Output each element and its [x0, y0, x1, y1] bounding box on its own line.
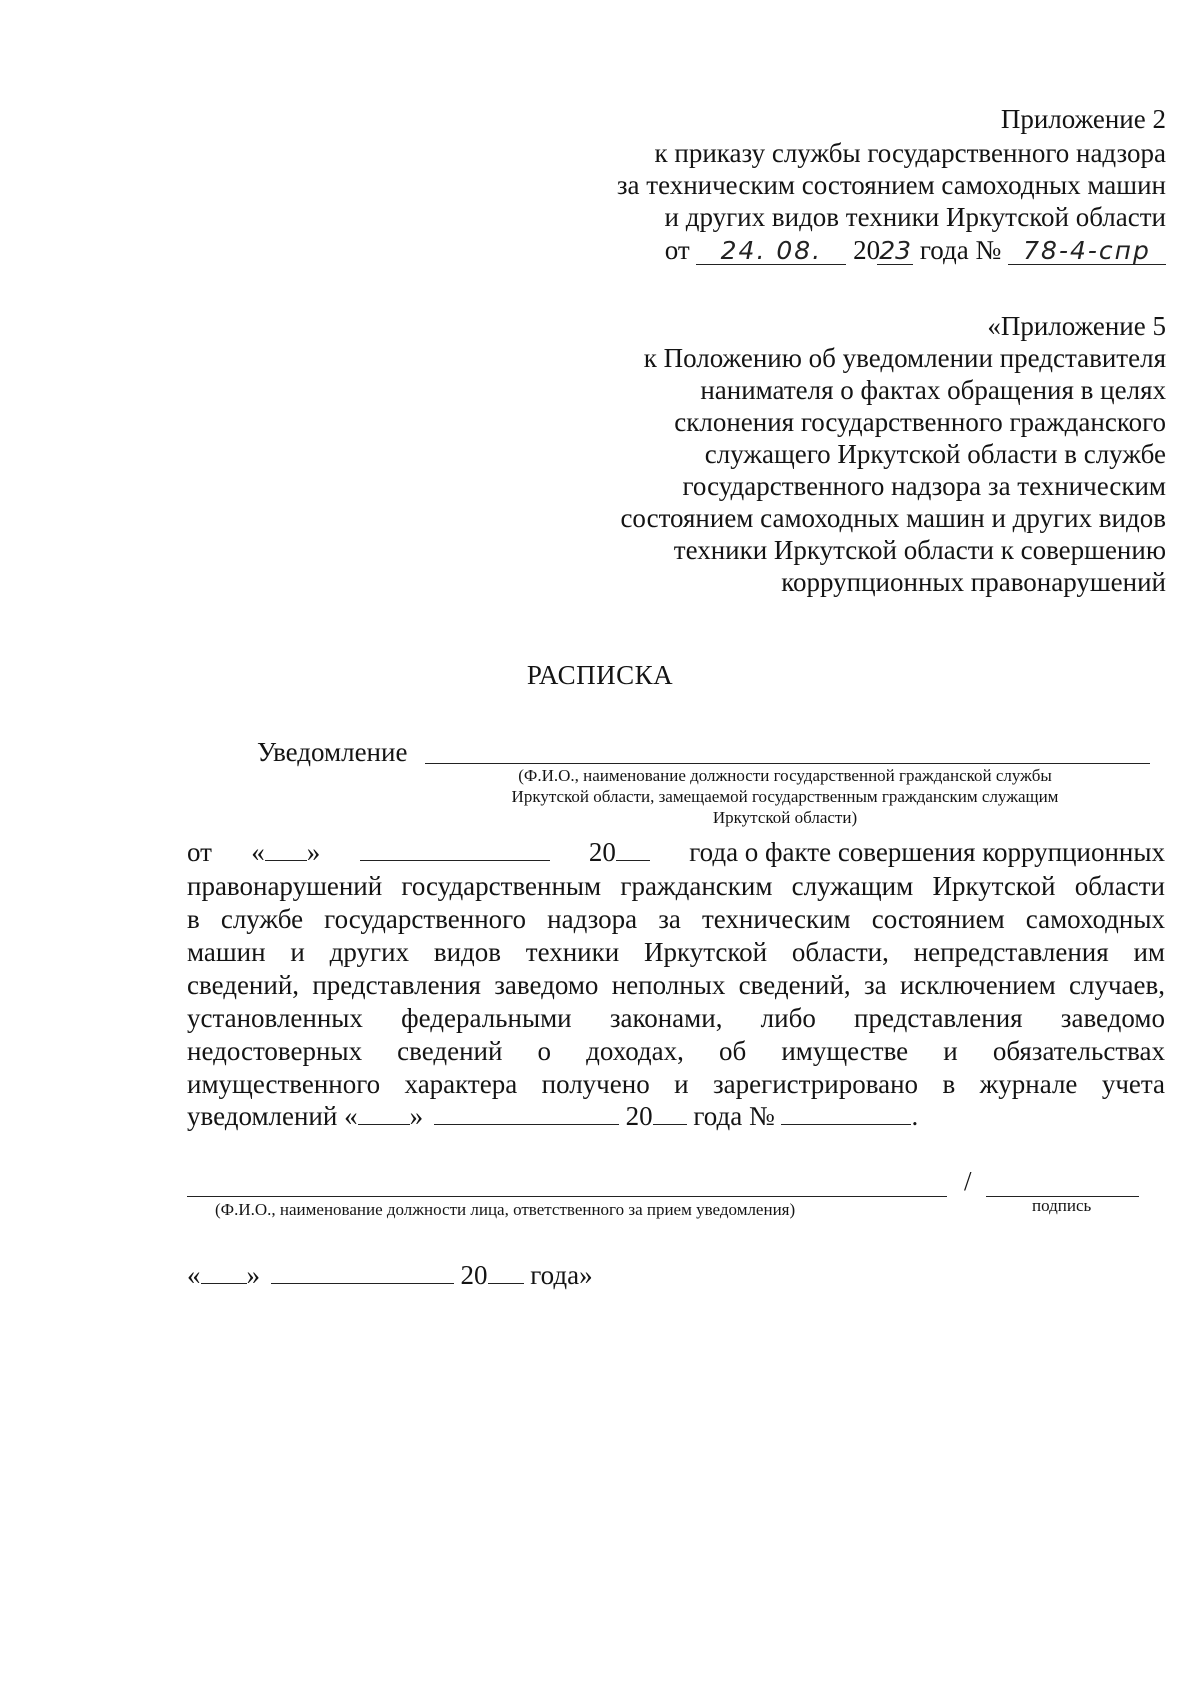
order-year-value: 23: [879, 236, 912, 265]
registration-day-close-quote: »: [409, 1101, 424, 1131]
body-ot: от: [187, 837, 212, 867]
order-date-line: [617, 234, 1166, 266]
order-year-prefix: 20: [853, 235, 881, 265]
body-line-5: сведений, представления заведомо неполных сведений, за исключением случаев,: [187, 970, 1165, 1000]
body-month-blank: [360, 838, 550, 861]
body-line-6: установленных федеральными законами, либо представления заведомо: [187, 1003, 1165, 1033]
order-appendix-line-3: и других видов техники Иркутской области: [664, 202, 1166, 232]
order-number-value: 78-4-спр: [1023, 236, 1151, 265]
order-date-prefix: от: [664, 235, 690, 265]
order-year-field: [877, 237, 913, 265]
regulation-appendix-line-4: служащего Иркутской области в службе: [704, 439, 1166, 469]
body-line-7: недостоверных сведений о доходах, об имуществе и обязательствах: [187, 1036, 1165, 1066]
final-month-blank: [271, 1261, 454, 1284]
registration-day-blank: [358, 1102, 410, 1125]
notification-hint-line-3: Иркутской области): [712, 808, 858, 827]
body-line-1-tail: года о факте совершения коррупционных: [689, 837, 1165, 867]
regulation-appendix-line-5: государственного надзора за техническим: [682, 471, 1166, 501]
notification-hint-line-2: Иркутской области, замещаемой государственным гражданским служащим: [511, 787, 1059, 806]
registration-year-blank: [653, 1102, 687, 1125]
regulation-appendix-line-3: склонения государственного гражданского: [674, 407, 1166, 437]
regulation-appendix-line-2: нанимателя о фактах обращения в целях: [700, 375, 1166, 405]
notification-hint-line-1: (Ф.И.О., наименование должности государственной гражданской службы: [518, 766, 1052, 785]
registration-number-blank: [781, 1102, 911, 1125]
body-day-blank: [265, 838, 307, 861]
final-date-suffix: года»: [530, 1260, 593, 1290]
signature-hint: подпись: [1032, 1196, 1092, 1215]
notification-name-blank: [425, 763, 1150, 764]
order-number-field: [1008, 237, 1166, 265]
registration-year-prefix: 20: [625, 1101, 653, 1131]
registration-prefix: уведомлений «: [187, 1101, 358, 1131]
final-date-close-quote: »: [246, 1260, 260, 1290]
body-day-open-quote: «: [251, 837, 265, 867]
body-line-9: [187, 1101, 918, 1132]
registration-month-blank: [434, 1102, 619, 1125]
form-title: РАСПИСКА: [526, 660, 674, 690]
body-line-8: имущественного характера получено и зарегистрировано в журнале учета: [187, 1069, 1165, 1099]
body-line-1: [187, 837, 1165, 868]
body-line-4: машин и других видов техники Иркутской области, непредставления им: [187, 937, 1165, 967]
final-date-line: [187, 1260, 593, 1291]
order-date-field: [696, 237, 846, 265]
registration-end: .: [911, 1101, 919, 1131]
body-year-blank: [616, 838, 650, 861]
notification-label: Уведомление: [257, 737, 408, 767]
order-appendix-title: Приложение 2: [1000, 104, 1166, 134]
final-year-prefix: 20: [460, 1260, 488, 1290]
responsible-hint: (Ф.И.О., наименование должности лица, ответственного за прием уведомления): [215, 1200, 796, 1219]
regulation-appendix-line-7: техники Иркутской области к совершению: [673, 535, 1166, 565]
order-appendix-line-2: за техническим состоянием самоходных машин: [616, 170, 1166, 200]
final-year-blank: [488, 1261, 524, 1284]
regulation-appendix-line-1: к Положению об уведомлении представителя: [643, 343, 1166, 373]
body-line-2: правонарушений государственным гражданским служащим Иркутской области: [187, 871, 1165, 901]
final-day-blank: [201, 1261, 247, 1284]
body-day-close-quote: »: [306, 837, 321, 867]
order-appendix-line-1: к приказу службы государственного надзора: [654, 138, 1166, 168]
order-date-value: 24. 08.: [720, 236, 823, 265]
final-date-open-quote: «: [187, 1260, 201, 1290]
body-year-prefix: 20: [588, 837, 616, 867]
registration-number-label: года №: [693, 1101, 775, 1131]
order-number-label: года №: [919, 235, 1002, 265]
regulation-appendix-line-8: коррупционных правонарушений: [781, 567, 1166, 597]
body-day-field: [251, 837, 320, 868]
responsible-name-blank: [187, 1196, 947, 1197]
regulation-appendix-block: [620, 310, 1166, 598]
body-line-3: в службе государственного надзора за техническим состоянием самоходных: [187, 904, 1165, 934]
body-year-field: [589, 837, 650, 868]
regulation-appendix-line-6: состоянием самоходных машин и других видов: [620, 503, 1166, 533]
regulation-appendix-title: «Приложение 5: [987, 311, 1166, 341]
notification-hint: [420, 765, 1150, 828]
order-appendix-block: [617, 103, 1166, 266]
signature-separator: /: [964, 1166, 972, 1196]
